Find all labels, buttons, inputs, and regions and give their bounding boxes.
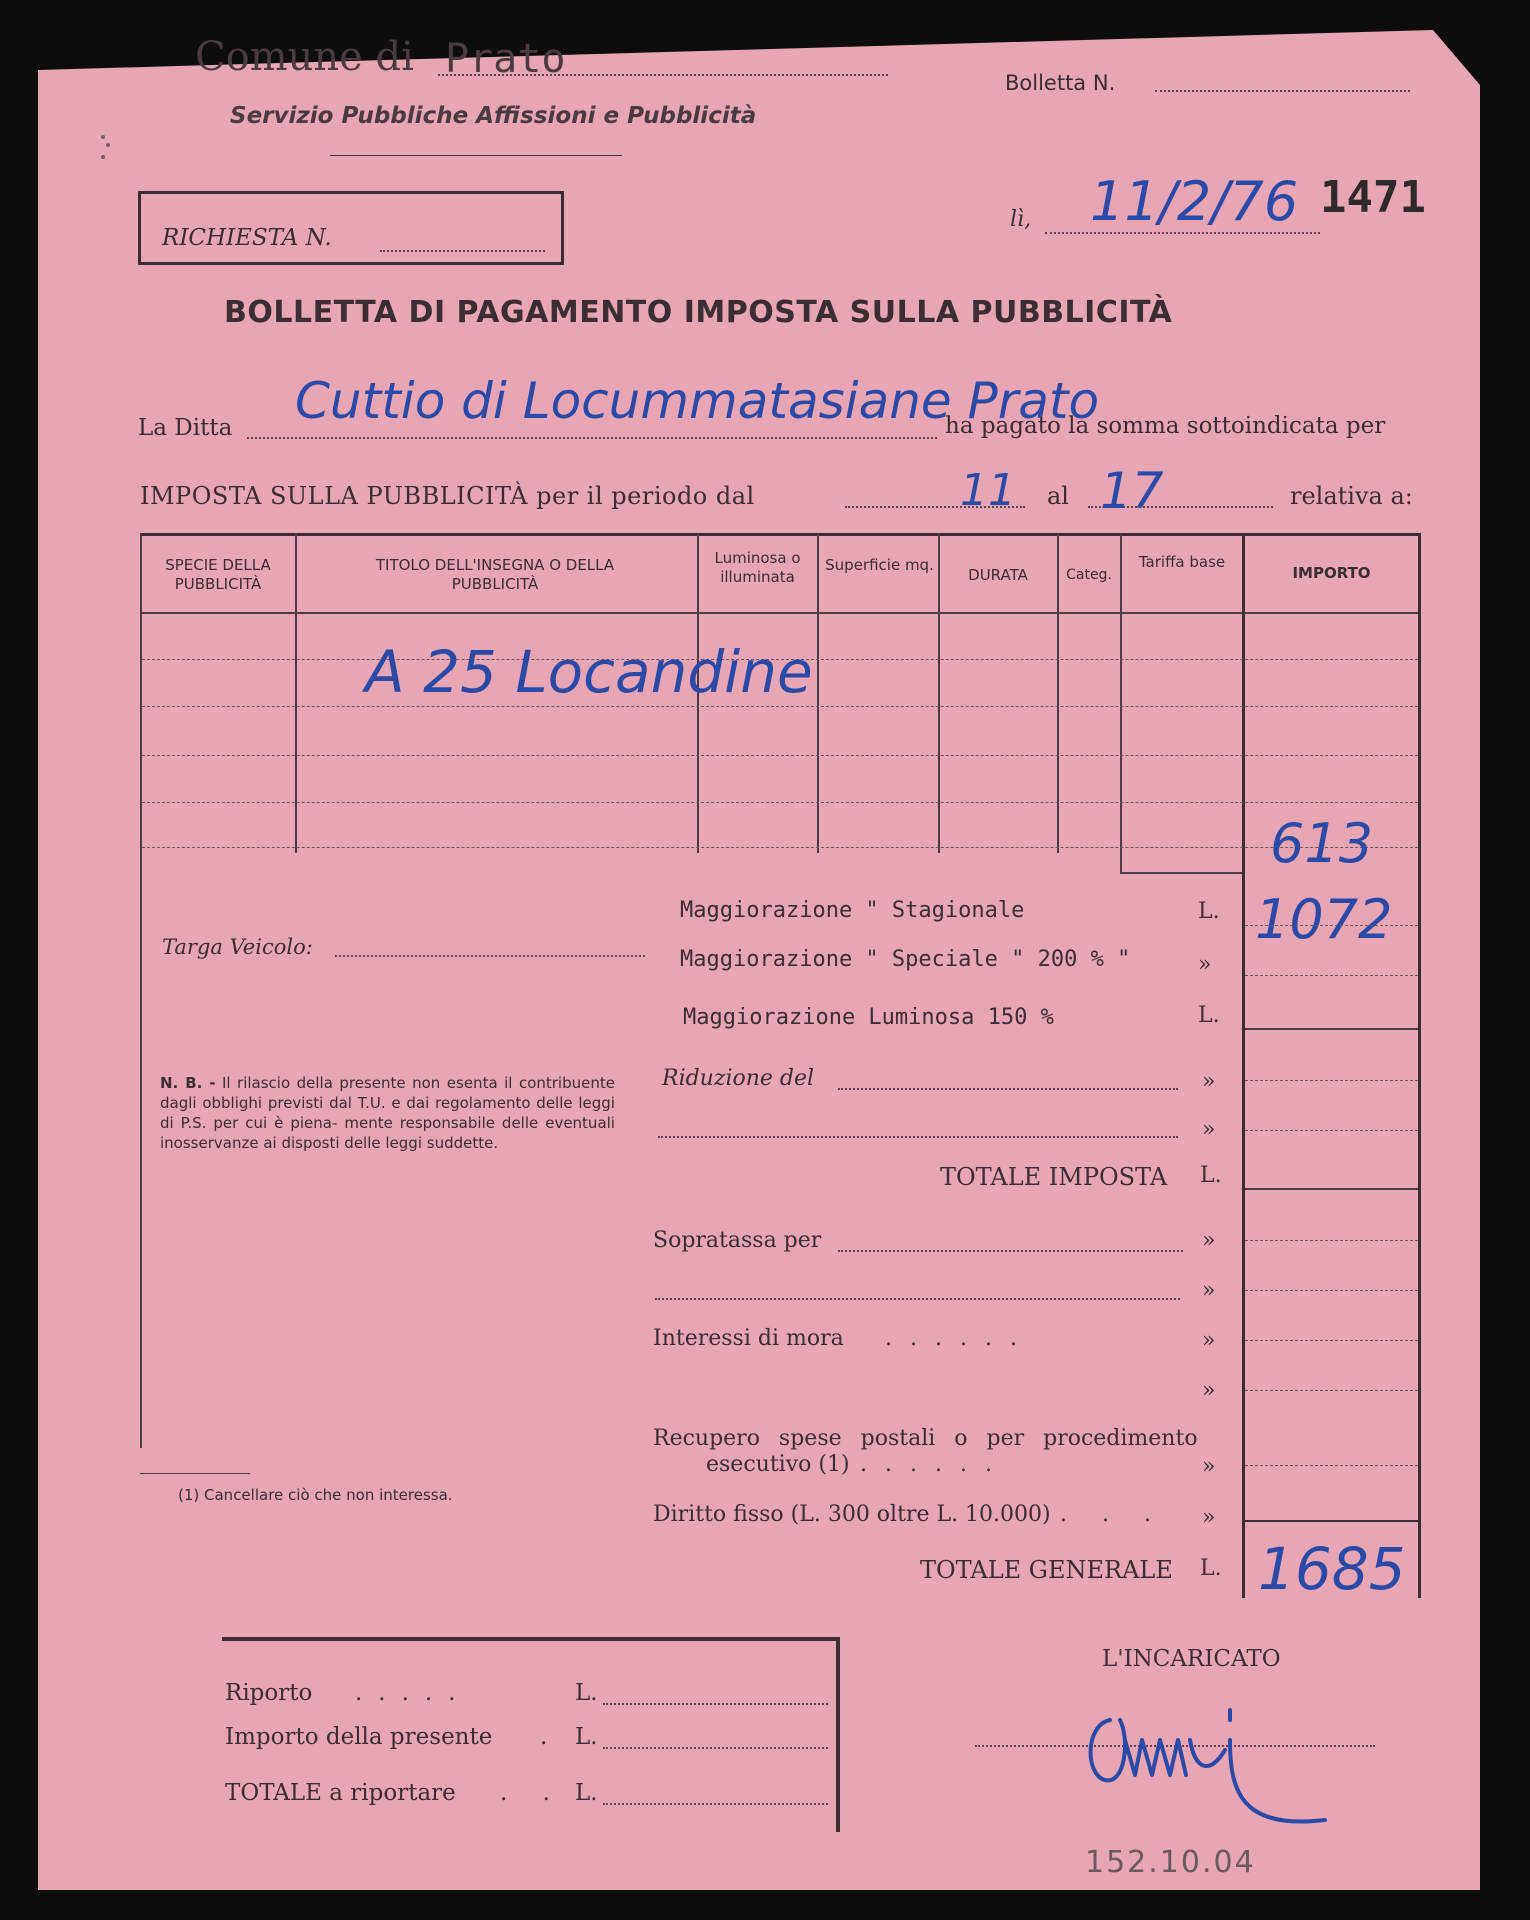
importo-line (1245, 1240, 1418, 1241)
recupero-label-2: esecutivo (1) (706, 1452, 850, 1477)
importo-line (1245, 1390, 1418, 1391)
nota-line: contribuente dagli obblighi previsti dal T.U. e dai (160, 1074, 615, 1112)
signature (1080, 1680, 1380, 1830)
periodo-to: 17 (1100, 462, 1164, 520)
importo-handwritten: 613 (1270, 812, 1374, 875)
totale-riportare-label: TOTALE a riportare (225, 1780, 456, 1806)
table-row-line (142, 802, 1418, 803)
riporto-box-top (222, 1637, 840, 1641)
targa-dotline (335, 955, 645, 957)
table-left-border (140, 533, 142, 1448)
header-luminosa: Luminosa o illuminata (714, 549, 801, 586)
periodo-al: al (1047, 482, 1069, 510)
leader-dots: . . (500, 1780, 564, 1806)
archive-mark: 152.10.04 (1085, 1845, 1256, 1880)
city-dotline (438, 74, 888, 76)
diritto-label: Diritto fisso (L. 300 oltre L. 10.000) (653, 1502, 1051, 1527)
periodo-suffix: relativa a: (1290, 482, 1413, 510)
riduzione-dotline (838, 1088, 1178, 1090)
nota-line: disposti delle leggi suddette. (281, 1134, 499, 1152)
leader-dots: . (540, 1724, 548, 1750)
riduzione-dotline-2 (658, 1136, 1178, 1138)
punch-mark (101, 155, 105, 159)
recupero-label-1: Recupero spese postali o per procedimento (653, 1426, 1198, 1451)
periodo-from: 11 (960, 465, 1016, 516)
targa-label: Targa Veicolo: (162, 935, 313, 959)
importo-line (1245, 1340, 1418, 1341)
ditta-label: La Ditta (138, 415, 233, 441)
table-row-line (142, 706, 1418, 707)
maggiorazione-luminosa: Maggiorazione Luminosa 150 % (683, 1005, 1054, 1030)
col-divider (1120, 533, 1122, 873)
table-row-line (142, 755, 1418, 756)
totale-generale-label: TOTALE GENERALE (920, 1556, 1173, 1584)
header-tariffa: Tariffa base (1138, 553, 1226, 571)
punch-mark (101, 135, 105, 139)
nota-line: regolamento delle leggi di P.S. per cui è piena- (160, 1094, 615, 1132)
entry-handwritten: A 25 Locandine (365, 638, 813, 706)
ditto-mark: » (1202, 1505, 1216, 1530)
importo-line (1245, 1520, 1418, 1522)
ditto-mark: » (1202, 1117, 1216, 1142)
col-divider (817, 533, 819, 853)
table-header-border (140, 612, 1420, 614)
richiesta-dotline (380, 250, 545, 252)
ditto-mark: » (1202, 1069, 1216, 1094)
ditto-mark: » (1202, 1454, 1216, 1479)
ditto-mark: » (1202, 1228, 1216, 1253)
totale-generale-handwritten: 1685 (1258, 1535, 1406, 1603)
nota-block (160, 1073, 615, 1153)
bolletta-dotline (1155, 90, 1410, 92)
city-name: Prato (445, 36, 566, 82)
soprattassa-label: Sopratassa per (653, 1228, 822, 1253)
importo-presente-dotline (603, 1747, 828, 1749)
footnote-rule (140, 1473, 250, 1474)
table-top-border (140, 533, 1420, 536)
currency-l: L. (1200, 1163, 1222, 1188)
bolletta-label: Bolletta N. (1005, 71, 1116, 95)
nota-line: Il rilascio della presente non esenta il (221, 1074, 513, 1092)
importo-line (1245, 1465, 1418, 1466)
soprattassa-dotline-2 (655, 1298, 1180, 1300)
service-name: Servizio Pubbliche Affissioni e Pubblicità (230, 103, 757, 129)
soprattassa-dotline (838, 1250, 1183, 1252)
currency-l: L. (575, 1680, 598, 1706)
punch-mark (106, 143, 110, 147)
header-importo: IMPORTO (1292, 564, 1371, 582)
riporto-dotline (603, 1703, 828, 1705)
footnote: (1) Cancellare ciò che non interessa. (178, 1486, 453, 1504)
divider (330, 155, 622, 156)
leader-dots: ...... (860, 1452, 1010, 1477)
nota-head: N. B. - (160, 1074, 216, 1092)
currency-l: L. (1200, 1556, 1222, 1581)
currency-l: L. (575, 1724, 598, 1750)
receipt-number: 1471 (1320, 172, 1426, 223)
importo-line (1245, 1080, 1418, 1081)
ditto-mark: » (1202, 1328, 1216, 1353)
header-durata: DURATA (968, 566, 1028, 584)
ditto-mark: » (1202, 1378, 1216, 1403)
importo-line (1245, 1290, 1418, 1291)
ditta-suffix: ha pagato la somma sottoindicata per (945, 413, 1386, 439)
maggiorazione-speciale: Maggiorazione " Speciale " 200 % " (680, 947, 1131, 972)
importo-line (1245, 1188, 1418, 1190)
ditta-handwritten: Cuttio di Locummatasiane Prato (295, 372, 1100, 430)
interessi-label: Interessi di mora (653, 1326, 844, 1351)
maggiorazione-stagionale: Maggiorazione " Stagionale (680, 898, 1025, 923)
leader-dots: ...... (885, 1326, 1035, 1351)
leader-dots: ..... (355, 1680, 472, 1706)
leader-dots: . . . (1060, 1502, 1165, 1527)
table-row-line (142, 847, 1418, 848)
riduzione-label: Riduzione del (662, 1066, 815, 1091)
riporto-box-right (836, 1637, 840, 1832)
header-titolo: TITOLO DELL'INSEGNA O DELLA PUBBLICITÀ (375, 556, 615, 593)
header-categ: Categ. (1066, 567, 1112, 583)
importo-left-border (1242, 533, 1245, 1598)
date-handwritten: 11/2/76 (1090, 170, 1299, 233)
importo-presente-label: Importo della presente (225, 1724, 493, 1750)
comune-label: Comune di (195, 34, 414, 80)
document-title: BOLLETTA DI PAGAMENTO IMPOSTA SULLA PUBBLICITÀ (224, 295, 1173, 330)
importo-line (1245, 1028, 1418, 1030)
stagionale-handwritten: 1072 (1255, 888, 1393, 951)
riporto-label: Riporto (225, 1680, 313, 1706)
nota-line: mente responsabile delle eventuali inosservanze ai (160, 1114, 615, 1152)
header-specie: SPECIE DELLA PUBBLICITÀ (165, 556, 271, 593)
importo-right-border (1418, 533, 1421, 1598)
currency-l: L. (1198, 1003, 1220, 1028)
ditto-mark: » (1202, 1278, 1216, 1303)
richiesta-label: RICHIESTA N. (162, 225, 332, 251)
importo-line (1245, 975, 1418, 976)
incaricato-label: L'INCARICATO (1102, 1646, 1281, 1672)
ditta-dotline (247, 437, 937, 439)
periodo-label: IMPOSTA SULLA PUBBLICITÀ per il periodo dal (140, 482, 755, 510)
importo-line (1245, 1130, 1418, 1131)
tariffa-bottom (1120, 872, 1242, 874)
col-divider (295, 533, 297, 853)
importo-line (1245, 925, 1418, 926)
currency-l: L. (575, 1780, 598, 1806)
totale-imposta-label: TOTALE IMPOSTA (940, 1163, 1168, 1191)
totale-riportare-dotline (603, 1803, 828, 1805)
currency-l: L. (1198, 899, 1220, 924)
date-prefix: lì, (1010, 207, 1032, 232)
header-superficie: Superficie mq. (825, 556, 934, 574)
ditto-mark: » (1198, 952, 1212, 977)
